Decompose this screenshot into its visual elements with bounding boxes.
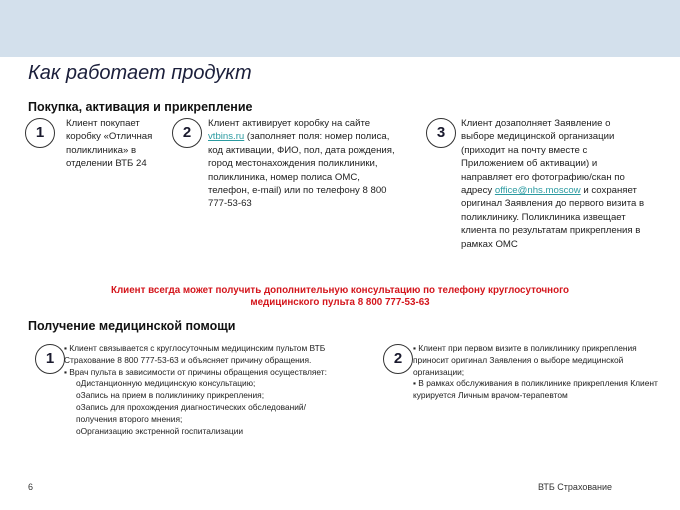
bullet-item: ▪ Клиент связывается с круглосуточным медицинским пультом ВТБ Страхование 8 800 777-53-63 и объясняет причину обращения.: [64, 343, 326, 365]
bullet-item: ▪ Врач пульта в зависимости от причины обращения осуществляет:: [64, 366, 327, 377]
sub-item: оДистанционную медицинскую консультацию;: [76, 378, 256, 389]
email-link[interactable]: office@nhs.moscow: [494, 185, 581, 197]
sub-item: оОрганизацию экстренной госпитализации: [76, 425, 244, 436]
page-number: 6: [28, 482, 34, 492]
step-number: 1: [35, 344, 65, 374]
site-link[interactable]: vtbins.ru: [208, 131, 245, 143]
company-name: ВТБ Страхование: [538, 482, 613, 492]
section-heading: Получение медицинской помощи: [28, 319, 236, 333]
text: Клиент активирует коробку на сайте: [208, 118, 371, 129]
section-heading: Покупка, активация и прикрепление: [28, 100, 253, 114]
sub-item: оЗапись для прохождения диагностических обследований/получения второго мнения;: [76, 401, 306, 424]
text: Клиент дозаполняет Заявление о выборе медицинской организации (приходит на почту вместе с Приложением об активации) и направляет его фотографию/скан по адресу: [461, 118, 625, 197]
bullet-item: ▪ В рамках обслуживания в поликлинике прикрепления Клиент курируется Личным врачом-терапевтом: [413, 378, 658, 401]
text: (заполняет поля: номер полиса, код активации, ФИО, пол, дата рождения, город местонахождения поликлиники, поликлиника, номер полиса ОМС, телефон, e-mail) или по телефону 8 800 777-53-63: [208, 131, 395, 210]
step-text: [413, 343, 663, 402]
text: и сохраняет оригинал Заявления до первого визита в поликлинику. Поликлиника извещает клиента по результатам прикрепления в рамках ОМС: [461, 185, 645, 250]
step-text: [461, 117, 646, 251]
step-text: [208, 117, 398, 211]
sub-item: оЗапись на прием в поликлинику прикрепления;: [76, 390, 265, 401]
page-title: Как работает продукт: [28, 62, 252, 84]
notice: Клиент всегда может получить дополнительную консультацию по телефону круглосуточного медицинского пульта 8 800 777-53-63: [110, 285, 570, 308]
step-number: 2: [383, 344, 413, 374]
bullet-item: ▪ Клиент при первом визите в поликлинику прикрепления приносит оригинал Заявления о выборе медицинской организации;: [413, 343, 637, 377]
step-number: 2: [172, 118, 202, 148]
step-text: [64, 343, 329, 437]
header-band: [0, 0, 680, 57]
step-text: Клиент покупает коробку «Отличная поликлиника» в отделении ВТБ 24: [66, 118, 153, 170]
step-number: 3: [426, 118, 456, 148]
step-number: 1: [25, 118, 55, 148]
